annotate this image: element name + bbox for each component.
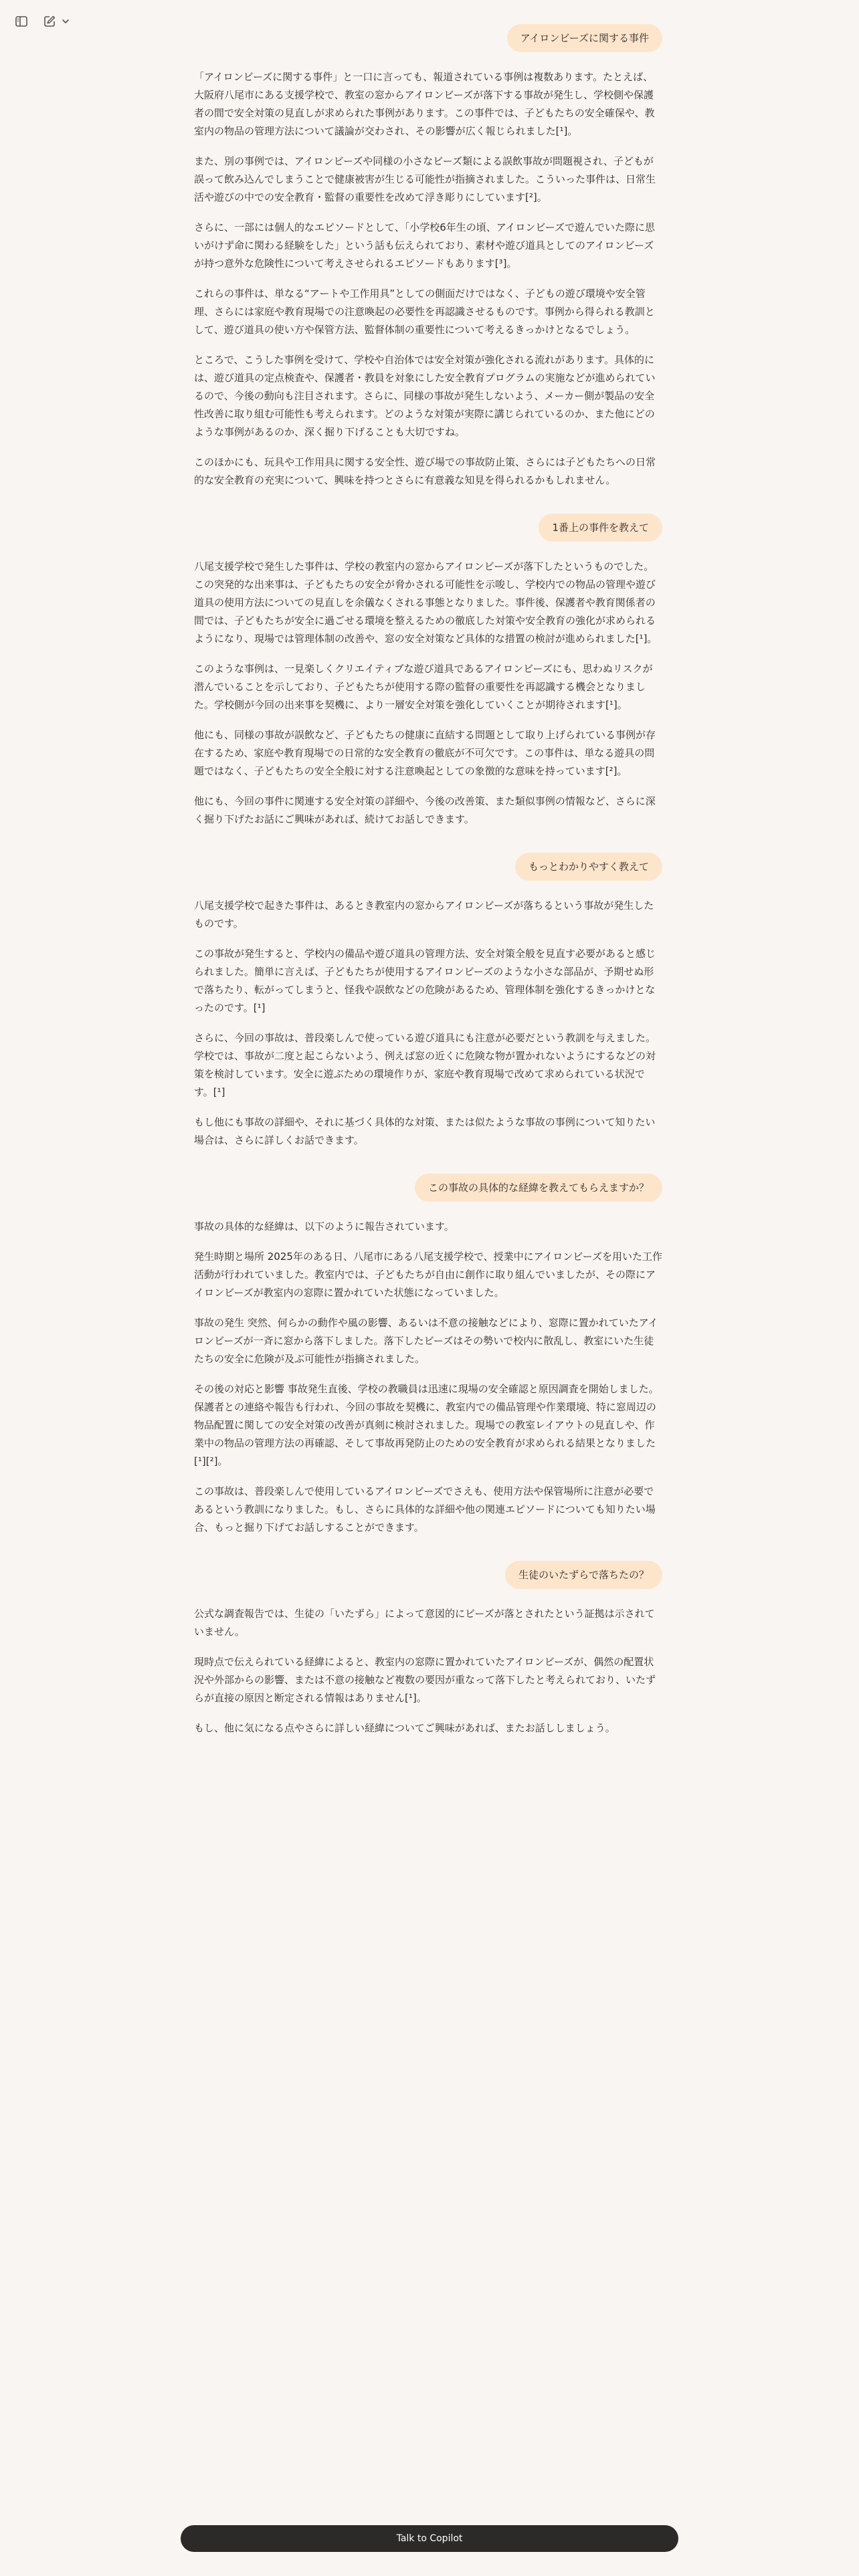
assistant-paragraph: このような事例は、一見楽しくクリエイティブな遊び道具であるアイロンビーズにも、思わぬリスクが潜んでいることを示しており、子どもたちが使用する際の監督の重要性を再認識する機会となりました。学校側が今回の出来事を契機に、より一層安全対策を強化していくことが期待されます[¹]。 — [194, 663, 653, 711]
assistant-paragraph: この事故は、普段楽しんで使用しているアイロンビーズでさえも、使用方法や保管場所に注意が必要であるという教訓になりました。もし、さらに具体的な詳細や他の関連エピソードについても知りたい場合、もっと掘り下げてお話しすることができます。 — [194, 1485, 656, 1533]
user-message-bubble: アイロンビーズに関する事件 — [507, 24, 662, 52]
user-message — [194, 24, 662, 52]
model-dropdown-button[interactable] — [58, 11, 74, 32]
user-message-bubble: もっとわかりやすく教えて — [515, 853, 662, 881]
user-message-bubble: 生徒のいたずらで落ちたの？ — [505, 1561, 662, 1589]
assistant-message — [194, 897, 662, 1150]
chevron-down-icon — [61, 17, 70, 26]
user-message — [194, 853, 662, 881]
conversation-thread — [194, 24, 662, 1761]
assistant-paragraph: これらの事件は、単なる“アートや工作用具”としての側面だけではなく、子どもの遊び環境や安全管理、さらには家庭や教育現場での注意喚起の必要性を再認識させるものです。事例から得られる教訓として、遊び道具の使い方や保管方法、監督体制の重要性について考えるきっかけとなるでしょう。 — [194, 288, 655, 336]
assistant-paragraph: この事故が発生すると、学校内の備品や遊び道具の管理方法、安全対策全般を見直す必要があると感じられました。簡単に言えば、子どもたちが使用するアイロンビーズのような小さな部品が、予期せぬ形で落ちたり、転がってしまうと、怪我や誤飲などの危険があるため、管理体制を強化するきっかけとなったのです。[¹] — [194, 948, 656, 1014]
assistant-paragraph: もし、他に気になる点やさらに詳しい経緯についてご興味があれば、またお話ししましょう。 — [194, 1722, 615, 1734]
assistant-paragraph: 八尾支援学校で発生した事件は、学校の教室内の窓からアイロンビーズが落下したというものでした。この突発的な出来事は、子どもたちの安全が脅かされる可能性を示唆し、学校内での物品の管理や遊び道具の使用方法についての見直しを余儀なくされる事態となりました。事件後、保護者や教育関係者の間では、子どもたちが安全に過ごせる環境を整えるための徹底した対策や安全教育の強化が求められるようになり、現場では管理体制の改善や、窓の安全対策など具体的な措置の検討が進められました[¹]。 — [194, 560, 658, 645]
assistant-paragraph: もし他にも事故の詳細や、それに基づく具体的な対策、または似たような事故の事例について知りたい場合は、さらに詳しくお話できます。 — [194, 1116, 656, 1146]
assistant-paragraph: 八尾支援学校で起きた事件は、あるとき教室内の窓からアイロンビーズが落ちるという事故が発生したものです。 — [194, 899, 654, 930]
user-message — [194, 514, 662, 542]
user-message-bubble: この事故の具体的な経緯を教えてもらえますか？ — [415, 1174, 662, 1202]
user-message-bubble: 1番上の事件を教えて — [539, 514, 662, 542]
assistant-paragraph: 発生時期と場所 2025年のある日、八尾市にある八尾支援学校で、授業中にアイロンビーズを用いた工作活動が行われていました。教室内では、子どもたちが自由に創作に取り組んでいましたが、その際にアイロンビーズが教室内の窓際に置かれていた状態になっていました。 — [194, 1251, 662, 1299]
assistant-paragraph: 他にも、今回の事件に関連する安全対策の詳細や、今後の改善策、また類似事例の情報など、さらに深く掘り下げたお話にご興味があれば、続けてお話しできます。 — [194, 795, 656, 825]
assistant-paragraph: このほかにも、玩具や工作用具に関する安全性、遊び場での事故防止策、さらには子どもたちへの日常的な安全教育の充実について、興味を持つとさらに有意義な知見を得られるかもしれません。 — [194, 456, 656, 486]
user-message — [194, 1174, 662, 1202]
sidebar-toggle-button[interactable] — [9, 11, 33, 32]
assistant-message — [194, 68, 662, 490]
assistant-paragraph: また、別の事例では、アイロンビーズや同様の小さなビーズ類による誤飲事故が問題視され、子どもが誤って飲み込んでしまうことで健康被害が生じる可能性が指摘されました。こういった事件は、日常生活や遊びの中での安全教育・監督の重要性を改めて浮き彫りにしています[²]。 — [194, 155, 656, 203]
assistant-paragraph: 事故の発生 突然、何らかの動作や風の影響、あるいは不意の接触などにより、窓際に置かれていたアイロンビーズが一斉に窓から落下しました。落下したビーズはその勢いで校内に散乱し、教室にいた生徒たちの安全に危険が及ぶ可能性が指摘されました。 — [194, 1317, 658, 1365]
assistant-paragraph: 事故の具体的な経緯は、以下のように報告されています。 — [194, 1220, 454, 1232]
talk-to-copilot-button[interactable] — [181, 2525, 678, 2552]
assistant-message — [194, 558, 662, 829]
assistant-paragraph: 他にも、同様の事故が誤飲など、子どもたちの健康に直結する問題として取り上げられている事例が存在するため、家庭や教育現場での日常的な安全教育の徹底が不可欠です。この事件は、単なる遊具の問題ではなく、子どもたちの安全全般に対する注意喚起としての象徴的な意味を持っています[²]。 — [194, 729, 656, 777]
compose-icon — [42, 14, 57, 29]
user-message — [194, 1561, 662, 1589]
sidebar-panel-icon — [14, 14, 29, 29]
assistant-paragraph: ところで、こうした事例を受けて、学校や自治体では安全対策が強化される流れがあります。具体的には、遊び道具の定点検査や、保護者・教員を対象にした安全教育プログラムの実施などが進められているので、今後の動向も注目されます。さらに、同様の事故が発生しないよう、メーカー側が製品の安全性改善に取り組む可能性も考えられます。どのような対策が実際に講じられているのか、また他にどのような事例があるのか、深く掘り下げることも大切ですね。 — [194, 354, 656, 438]
assistant-message — [194, 1218, 662, 1537]
assistant-paragraph: その後の対応と影響 事故発生直後、学校の教職員は迅速に現場の安全確認と原因調査を開始しました。保護者との連絡や報告も行われ、今回の事故を契機に、教室内での備品管理や作業環境、特に窓周辺の物品配置に関しての安全対策の改善が真剣に検討されました。現場での教室レイアウトの見直しや、作業中の物品の管理方法の再確認、そして事故再発防止のための安全教育が求められる結果となりました[¹][²]。 — [194, 1383, 659, 1467]
assistant-paragraph: さらに、今回の事故は、普段楽しんで使っている遊び道具にも注意が必要だという教訓を与えました。学校では、事故が二度と起こらないよう、例えば窓の近くに危険な物が置かれないようにするなどの対策を検討しています。安全に遊ぶための環境作りが、家庭や教育現場で改めて求められている状況です。[¹] — [194, 1032, 656, 1098]
assistant-paragraph: 現時点で伝えられている経緯によると、教室内の窓際に置かれていたアイロンビーズが、偶然の配置状況や外部からの影響、または不意の接触など複数の要因が重なって落下したと考えられており、いたずらが直接の原因と断定される情報はありません[¹]。 — [194, 1656, 656, 1704]
assistant-paragraph: さらに、一部には個人的なエピソードとして、「小学校6年生の頃、アイロンビーズで遊んでいた際に思いがけず命に関わる経験をした」という話も伝えられており、素材や遊び道具としてのアイロンビーズが持つ意外な危険性について考えさせられるエピソードもあります[³]。 — [194, 221, 656, 270]
assistant-paragraph: 公式な調査報告では、生徒の「いたずら」によって意図的にビーズが落とされたという証拠は示されていません。 — [194, 1608, 655, 1638]
assistant-message — [194, 1605, 662, 1737]
assistant-paragraph: 「アイロンビーズに関する事件」と一口に言っても、報道されている事例は複数あります。たとえば、大阪府八尾市にある支援学校で、教室の窓からアイロンビーズが落下する事故が発生し、学校側や保護者の間で安全対策の見直しが求められた事例があります。この事件では、子どもたちの安全確保や、教室内の物品の管理方法について議論が交わされ、その影響が広く報じられました[¹]。 — [194, 71, 655, 137]
talk-to-copilot-label: Talk to Copilot — [396, 2533, 463, 2544]
